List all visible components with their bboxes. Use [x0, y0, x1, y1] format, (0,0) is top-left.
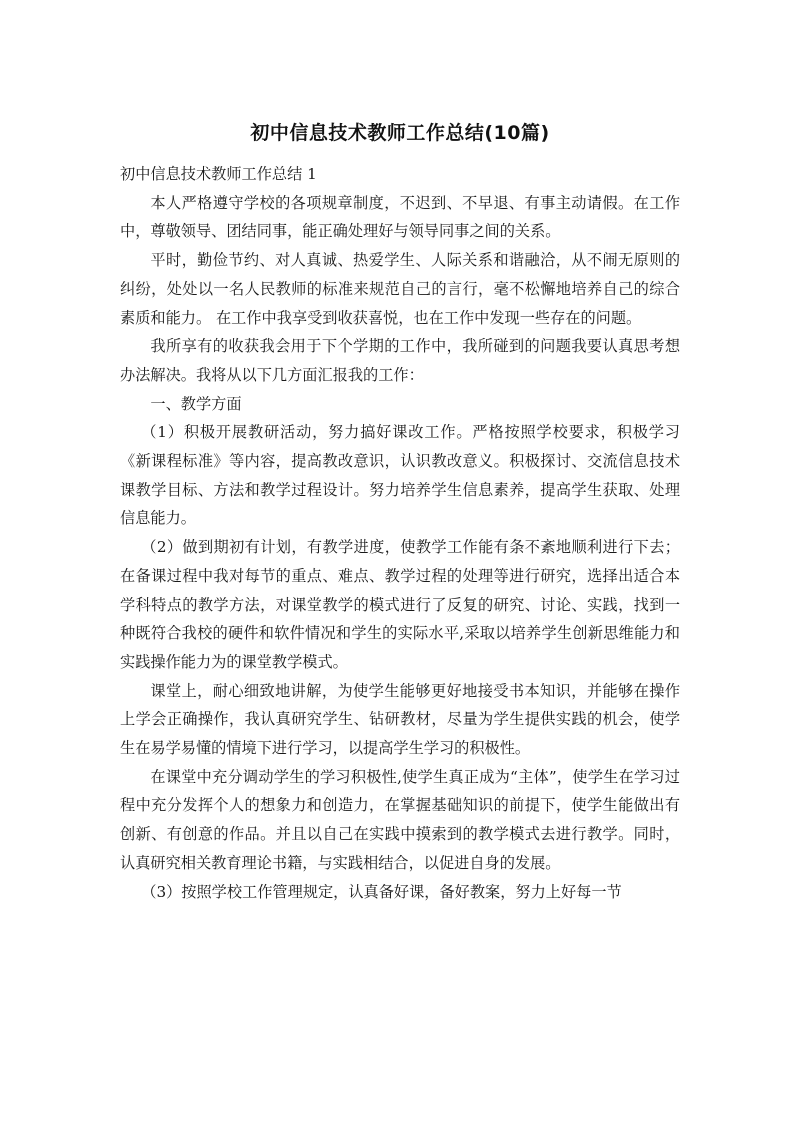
paragraph-classroom: 课堂上，耐心细致地讲解，为使学生能够更好地接受书本知识，并能够在操作上学会正确操作，我认真研究学生、钻研教材，尽量为学生提供实践的机会，使学生在易学易懂的情境下进行学习，以提高学生学习的积极性。 [120, 681, 680, 758]
section-subtitle: 初中信息技术教师工作总结 1 [120, 165, 317, 183]
paragraph-item-1: （1）积极开展教研活动，努力搞好课改工作。严格按照学校要求，积极学习《新课程标准》等内容，提高教改意识，认识教改意义。积极探讨、交流信息技术课教学目标、方法和教学过程设计。努力培养学生信息素养，提高学生获取、处理信息能力。 [120, 423, 680, 528]
paragraph-student-initiative: 在课堂中充分调动学生的学习积极性,使学生真正成为“主体”，使学生在学习过程中充分发挥个人的想象力和创造力，在掌握基础知识的前提下，使学生能做出有创新、有创意的作品。并且以自己在实践中摸索到的教学模式去进行教学。同时，认真研究相关教育理论书籍，与实践相结合，以促进自身的发展。 [120, 767, 680, 872]
section-heading-teaching: 一、教学方面 [150, 394, 242, 413]
document-title: 初中信息技术教师工作总结(10篇) [250, 122, 550, 144]
paragraph-2: 平时，勤俭节约、对人真诚、热爱学生、人际关系和谐融洽，从不闹无原则的纠纷，处处以一名人民教师的标准来规范自己的言行，毫不松懈地培养自己的综合素质和能力。 在工作中我享受到收获喜悦，也在工作中发现一些存在的问题。 [120, 251, 680, 327]
document-body [120, 160, 680, 906]
paragraph-item-3: （3）按照学校工作管理规定，认真备好课，备好教案，努力上好每一节 [141, 882, 622, 901]
paragraph-3: 我所享有的收获我会用于下个学期的工作中，我所碰到的问题我要认真思考想办法解决。我将从以下几方面汇报我的工作： [120, 337, 680, 384]
paragraph-item-2: （2）做到期初有计划，有教学进度，使教学工作能有条不紊地顺利进行下去；在备课过程中我对每节的重点、难点、教学过程的处理等进行研究，选择出适合本学科特点的教学方法，对课堂教学的模式进行了反复的研究、讨论、实践，找到一种既符合我校的硬件和软件情况和学生的实际水平,采取以培养学生创新思维能力和实践操作能力为的课堂教学模式。 [120, 538, 680, 671]
paragraph-1: 本人严格遵守学校的各项规章制度，不迟到、不早退、有事主动请假。在工作中，尊敬领导、团结同事，能正确处理好与领导同事之间的关系。 [120, 193, 680, 241]
